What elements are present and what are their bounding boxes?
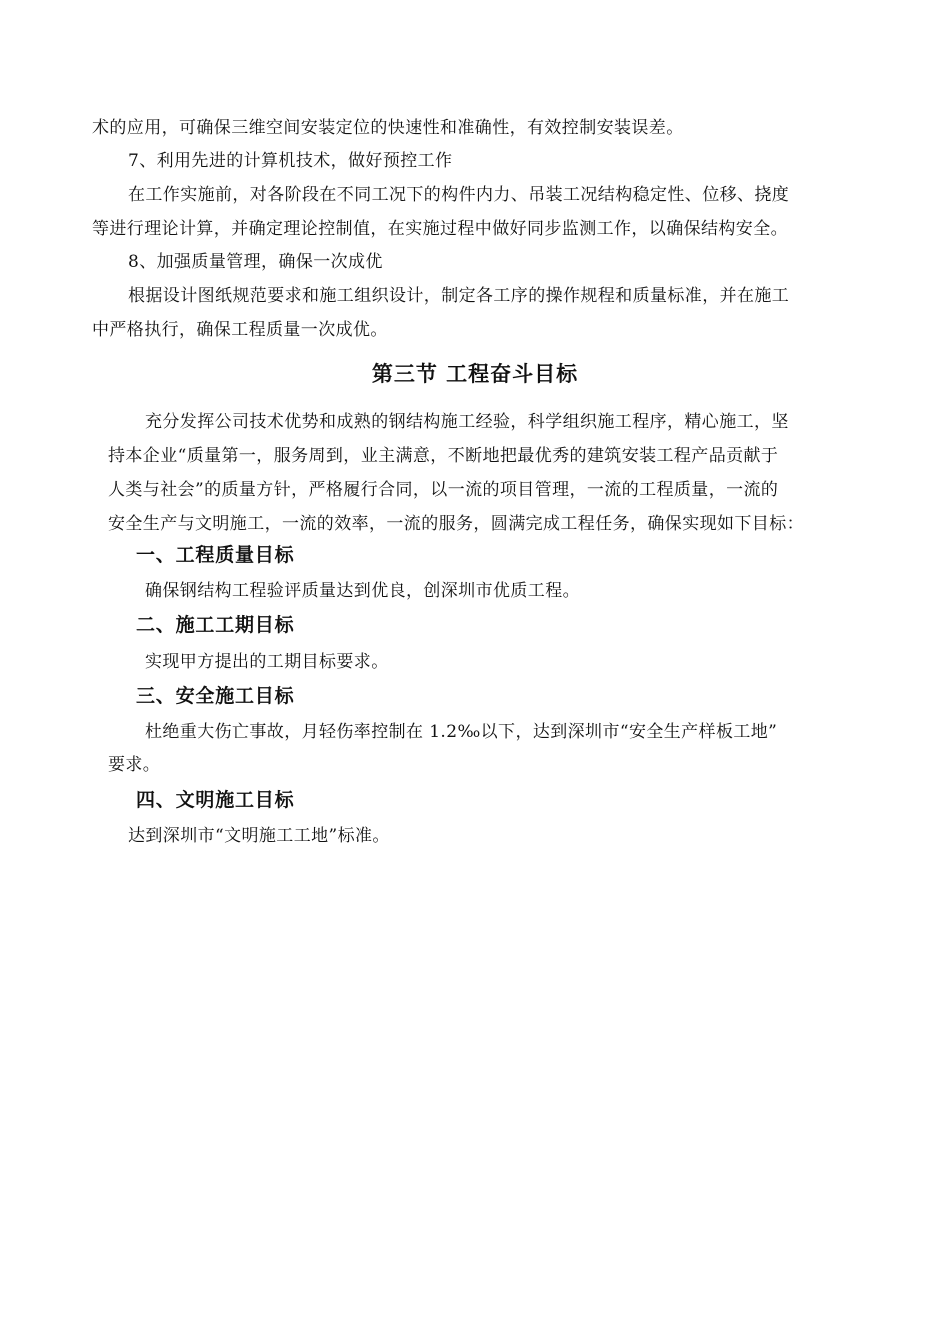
section-paragraph-line-1: 充分发挥公司技术优势和成熟的钢结构施工经验，科学组织施工程序，精心施工，坚: [145, 412, 789, 432]
section-paragraph-line-3: 人类与社会”的质量方针，严格履行合同，以一流的项目管理，一流的工程质量，一流的: [108, 480, 779, 500]
section-title: 第三节 工程奋斗目标: [371, 362, 579, 386]
section-paragraph-line-4: 安全生产与文明施工，一流的效率，一流的服务，圆满完成工程任务，确保实现如下目标：: [108, 514, 804, 534]
schedule-goal-heading: 二、施工工期目标: [136, 614, 295, 636]
schedule-goal-text: 实现甲方提出的工期目标要求。: [145, 652, 389, 672]
intro-line-1: 术的应用，可确保三维空间安装定位的快速性和准确性，有效控制安装误差。: [92, 118, 684, 138]
item-8-paragraph-line-1: 根据设计图纸规范要求和施工组织设计，制定各工序的操作规程和质量标准，并在施工: [128, 286, 790, 306]
item-7-paragraph-line-2: 等进行理论计算，并确定理论控制值，在实施过程中做好同步监测工作，以确保结构安全。: [92, 219, 788, 239]
item-8-title: 8、加强质量管理，确保一次成优: [128, 252, 383, 272]
civil-goal-heading: 四、文明施工目标: [136, 789, 295, 811]
safety-goal-text-line-1: 杜绝重大伤亡事故，月轻伤率控制在 1.2‰以下，达到深圳市“安全生产样板工地”: [145, 722, 778, 742]
section-paragraph-line-2: 持本企业“质量第一，服务周到，业主满意，不断地把最优秀的建筑安装工程产品贡献于: [108, 446, 779, 466]
item-7-title: 7、利用先进的计算机技术，做好预控工作: [128, 151, 453, 171]
civil-goal-text: 达到深圳市“文明施工工地”标准。: [128, 826, 390, 846]
safety-goal-text-line-2: 要求。: [108, 755, 161, 775]
safety-goal-heading: 三、安全施工目标: [136, 685, 295, 707]
quality-goal-heading: 一、工程质量目标: [136, 544, 295, 566]
item-8-paragraph-line-2: 中严格执行，确保工程质量一次成优。: [92, 320, 388, 340]
item-7-paragraph-line-1: 在工作实施前，对各阶段在不同工况下的构件内力、吊装工况结构稳定性、位移、挠度: [128, 185, 790, 205]
quality-goal-text: 确保钢结构工程验评质量达到优良，创深圳市优质工程。: [145, 581, 580, 601]
